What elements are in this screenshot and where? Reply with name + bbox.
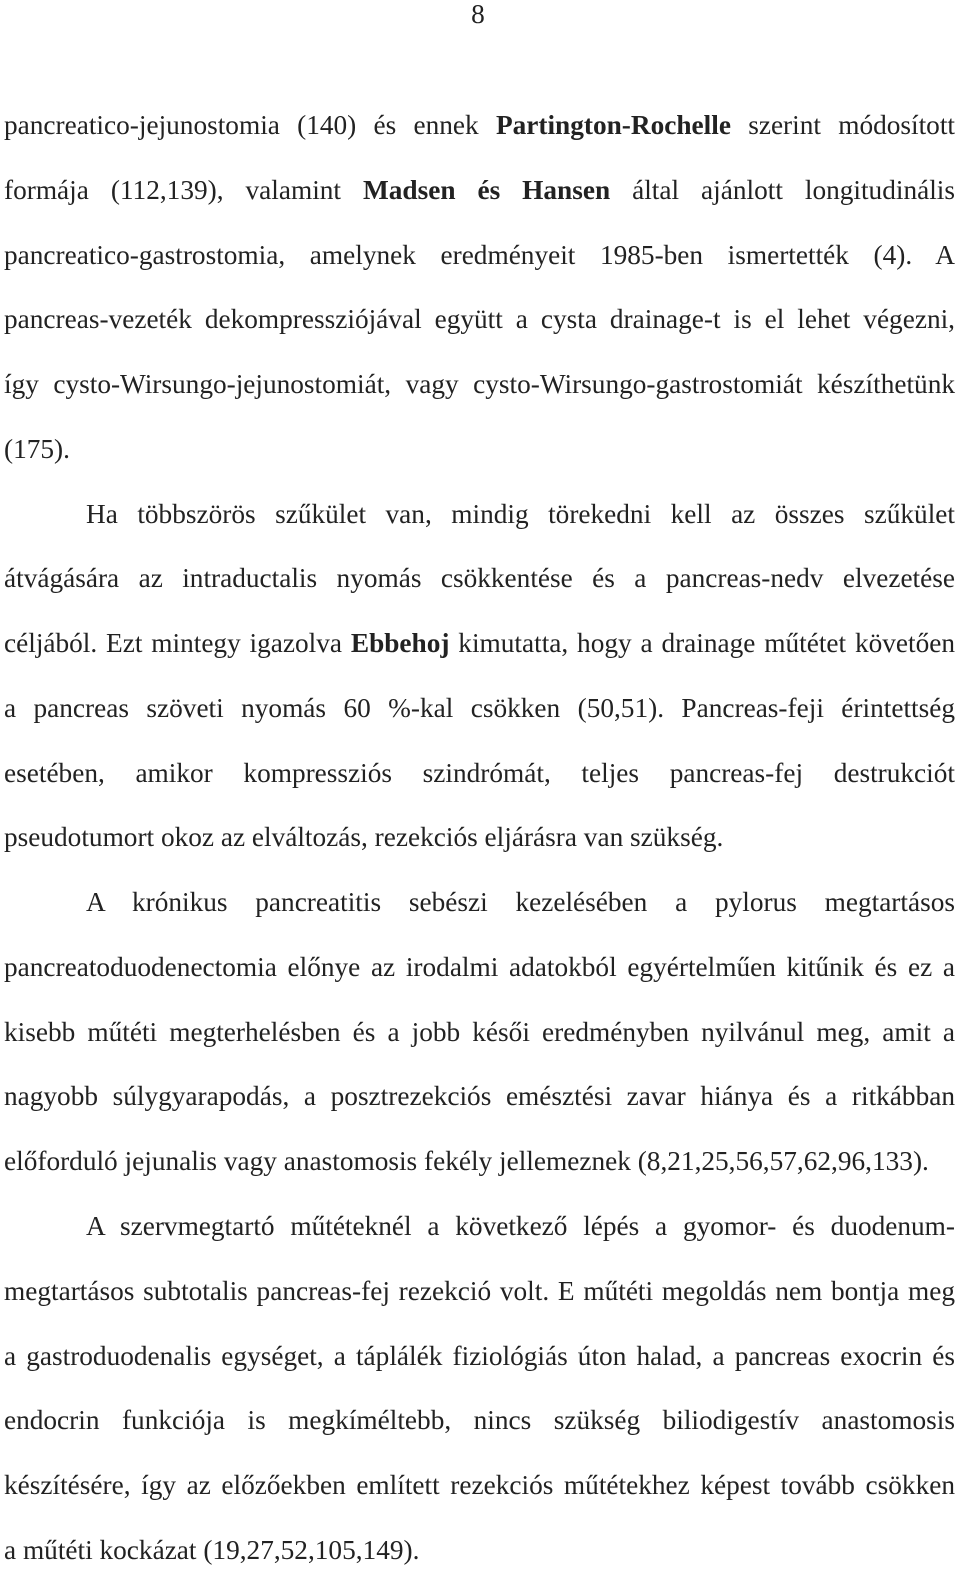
text-line: Ha többszörös szűkület van, mindig törekedni kell az összes szűkület [86, 498, 955, 529]
text-segment: formája (112,139), valamint [4, 174, 363, 205]
paragraph [4, 1206, 955, 1570]
text-line: nagyobb súlygyarapodás, a posztrezekciós emésztési zavar hiánya és a ritkábban [4, 1081, 955, 1112]
text-line: megtartásos subtotalis pancreas-fej rezekció volt. E műtéti megoldás nem bontja meg [4, 1275, 955, 1306]
text-segment: kimutatta, hogy a drainage műtétet követően [449, 628, 955, 659]
text-line: pancreatoduodenectomia előnye az irodalmi adatokból egyértelműen kitűnik és ez a [4, 951, 955, 982]
text-line [4, 623, 955, 663]
text-line: pancreas-vezeték dekompressziójával együtt a cysta drainage-t is el lehet végezni, [4, 304, 955, 335]
text-segment: szerint módosított [730, 110, 955, 140]
text-line: a gastroduodenalis egységet, a táplálék fiziológiás úton halad, a pancreas exocrin és [4, 1340, 955, 1371]
paragraph [4, 882, 955, 1181]
text-segment: által ajánlott longitudinális [610, 174, 955, 205]
text-line: A szervmegtartó műtéteknél a következő lépés a gyomor- és duodenum- [86, 1211, 955, 1242]
text-line [4, 105, 955, 145]
text-line: készítésére, így az előzőekben említett rezekciós műtétekhez képest tovább csökken [4, 1470, 955, 1501]
text-line: (175). [4, 433, 70, 464]
text-segment: pancreatico-jejunostomia (140) és ennek [4, 110, 496, 140]
paragraph [4, 494, 955, 858]
text-line: így cysto-Wirsungo-jejunostomiát, vagy cysto-Wirsungo-gastrostomiát készíthetünk [4, 369, 955, 400]
text-line: a pancreas szöveti nyomás 60 %-kal csökken (50,51). Pancreas-feji érintettség [4, 692, 955, 723]
text-segment: céljából. Ezt mintegy igazolva [4, 628, 351, 659]
author-name: Partington-Rochelle [495, 110, 731, 140]
text-line: esetében, amikor kompressziós szindrómát, teljes pancreas-fej destrukciót [4, 757, 955, 788]
text-line: A krónikus pancreatitis sebészi kezelésében a pylorus megtartásos [86, 887, 955, 918]
text-line: pancreatico-gastrostomia, amelynek eredményeit 1985-ben ismertették (4). A [4, 239, 955, 270]
text-line: a műtéti kockázat (19,27,52,105,149). [4, 1534, 420, 1565]
text-line: pseudotumort okoz az elváltozás, rezekciós eljárásra van szükség. [4, 822, 724, 853]
text-line: előforduló jejunalis vagy anastomosis fekély jellemeznek (8,21,25,56,57,62,96,133). [4, 1146, 929, 1177]
page-number: 8 [471, 0, 485, 29]
text-line: endocrin funkciója is megkíméltebb, nincs szükség biliodigestív anastomosis [4, 1405, 955, 1436]
text-line [4, 170, 955, 210]
body-text [4, 105, 955, 1570]
author-name: Madsen és Hansen [362, 174, 611, 205]
text-line: kisebb műtéti megterhelésben és a jobb késői eredményben nyilvánul meg, amit a [4, 1016, 955, 1047]
paragraph [4, 105, 955, 469]
text-line: átvágására az intraductalis nyomás csökkentése és a pancreas-nedv elvezetése [4, 563, 955, 594]
author-name: Ebbehoj [350, 628, 450, 659]
